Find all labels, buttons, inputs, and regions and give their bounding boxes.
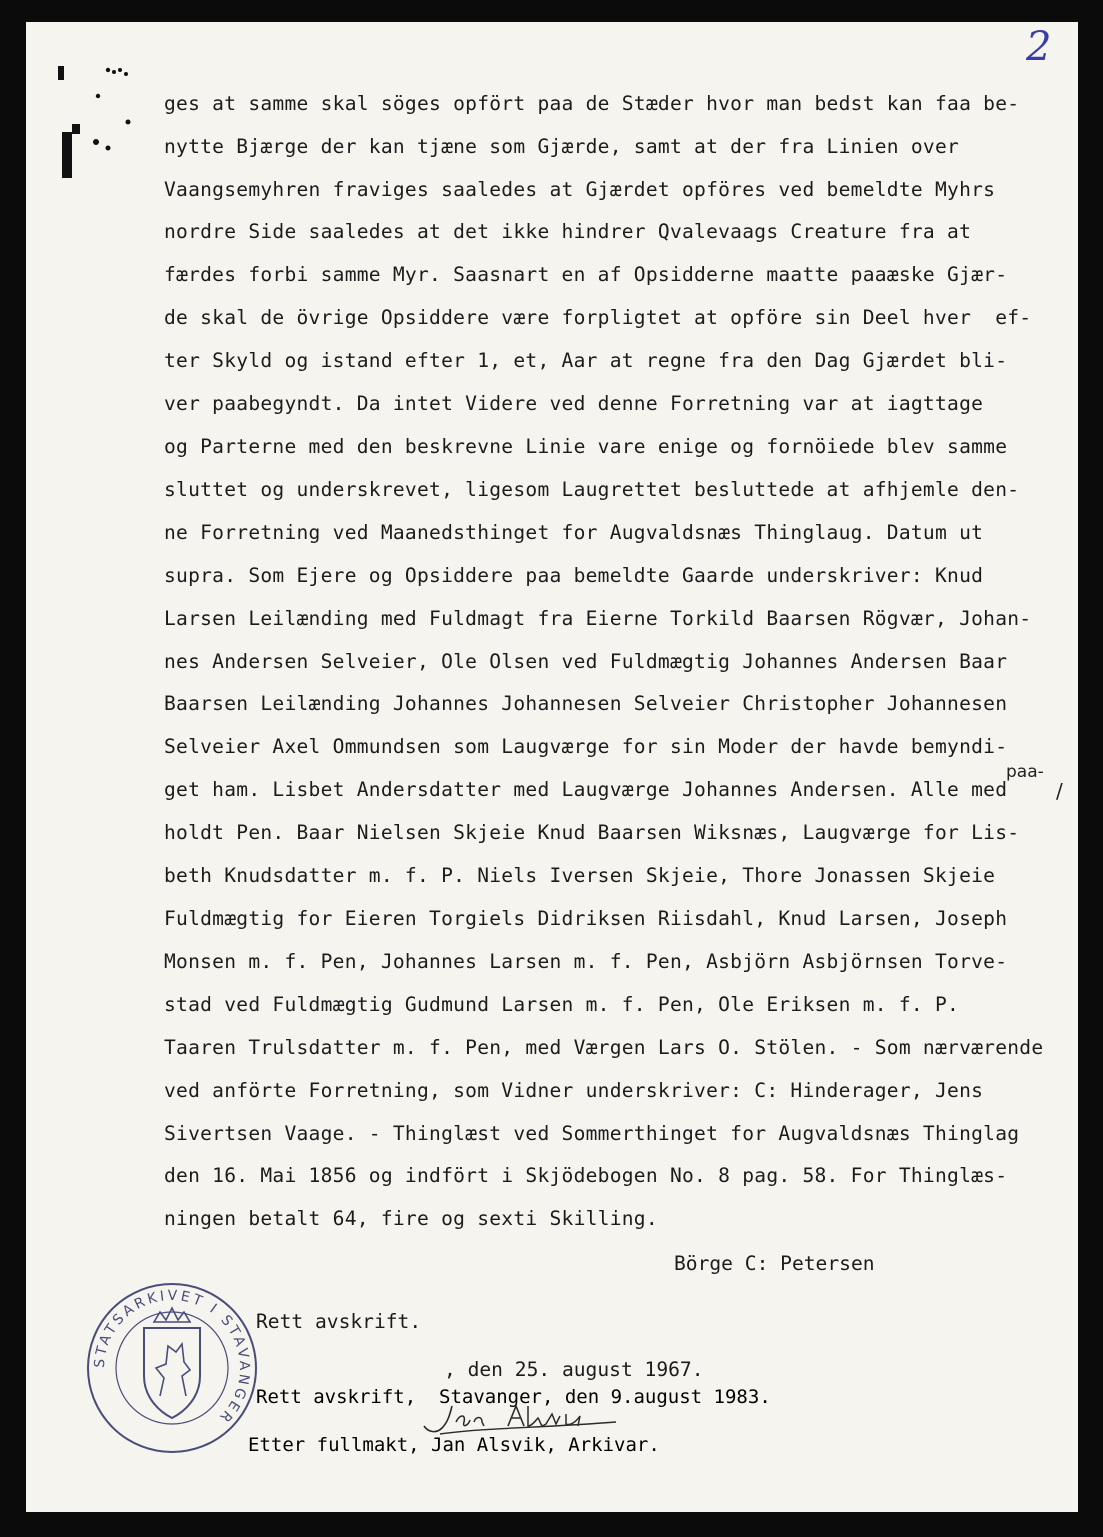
text-line: nordre Side saaledes at det ikke hindrer Qvalevaags Creature fra at bbox=[164, 220, 972, 243]
margin-slash: / bbox=[1056, 779, 1063, 803]
text-line: Selveier Axel Ommundsen som Laugværge for sin Moder der havde bemyndi- bbox=[164, 735, 1008, 758]
text-line: færdes forbi samme Myr. Saasnart en af Opsidderne maatte paaæske Gjær- bbox=[164, 263, 1008, 286]
text-line: ter Skyld og istand efter 1, et, Aar at regne fra den Dag Gjærdet bli- bbox=[164, 349, 1008, 372]
text-line: ges at samme skal söges opfört paa de Stæder hvor man bedst kan faa be- bbox=[164, 92, 1020, 115]
page-number: 2 bbox=[1026, 24, 1052, 70]
text-line: Baarsen Leilænding Johannes Johannesen Selveier Christopher Johannesen bbox=[164, 692, 1008, 715]
text-line: holdt Pen. Baar Nielsen Skjeie Knud Baarsen Wiksnæs, Laugværge for Lis- bbox=[164, 821, 1020, 844]
transcript-note: Rett avskrift. bbox=[256, 1310, 422, 1333]
authority-line: Etter fullmakt, Jan Alsvik, Arkivar. bbox=[248, 1434, 660, 1456]
text-line: beth Knudsdatter m. f. P. Niels Iversen Skjeie, Thore Jonassen Skjeie bbox=[164, 864, 996, 887]
text-line: stad ved Fuldmægtig Gudmund Larsen m. f. Pen, Ole Eriksen m. f. P. bbox=[164, 993, 960, 1016]
margin-note: paa- bbox=[1006, 762, 1044, 782]
punch-marks bbox=[50, 42, 170, 202]
text-line: supra. Som Ejere og Opsiddere paa bemeldte Gaarde underskriver: Knud bbox=[164, 564, 984, 587]
text-line: ningen betalt 64, fire og sexti Skilling. bbox=[164, 1207, 658, 1230]
handwritten-signature bbox=[420, 1400, 620, 1438]
text-line: og Parterne med den beskrevne Linie vare enige og fornöiede blev samme bbox=[164, 435, 1008, 458]
text-line: nytte Bjærge der kan tjæne som Gjærde, samt at der fra Linien over bbox=[164, 135, 960, 158]
signature-name: Börge C: Petersen bbox=[674, 1252, 875, 1275]
text-line: nes Andersen Selveier, Ole Olsen ved Fuldmægtig Johannes Andersen Baar bbox=[164, 650, 1008, 673]
text-line: Larsen Leilænding med Fuldmagt fra Eierne Torkild Baarsen Rögvær, Johan- bbox=[164, 607, 1032, 630]
text-line: ved anförte Forretning, som Vidner underskriver: C: Hinderager, Jens bbox=[164, 1079, 984, 1102]
seal-text: STATSARKIVET I STAVANGER bbox=[91, 1287, 253, 1428]
certification-line: Rett avskrift, Stavanger, den 9.august 1983. bbox=[256, 1386, 771, 1408]
text-line: Fuldmægtig for Eieren Torgiels Didriksen Riisdahl, Knud Larsen, Joseph bbox=[164, 907, 1008, 930]
text-line: sluttet og underskrevet, ligesom Laugrettet besluttede at afhjemle den- bbox=[164, 478, 1020, 501]
text-line: get ham. Lisbet Andersdatter med Laugværge Johannes Andersen. Alle med bbox=[164, 778, 1008, 801]
text-line: den 16. Mai 1856 og indfört i Skjödebogen No. 8 pag. 58. For Thinglæs- bbox=[164, 1164, 1008, 1187]
text-line: de skal de övrige Opsiddere være forpligtet at opföre sin Deel hver ef- bbox=[164, 306, 1032, 329]
archive-seal bbox=[84, 1280, 260, 1456]
text-line: Taaren Trulsdatter m. f. Pen, med Værgen Lars O. Stölen. - Som nærværende bbox=[164, 1036, 1044, 1059]
document-page bbox=[26, 22, 1078, 1512]
text-line: ver paabegyndt. Da intet Videre ved denne Forretning var at iagttage bbox=[164, 392, 984, 415]
text-line: ne Forretning ved Maanedsthinget for Augvaldsnæs Thinglaug. Datum ut bbox=[164, 521, 984, 544]
text-line: Sivertsen Vaage. - Thinglæst ved Sommerthinget for Augvaldsnæs Thinglag bbox=[164, 1122, 1020, 1145]
text-line: Monsen m. f. Pen, Johannes Larsen m. f. Pen, Asbjörn Asbjörnsen Torve- bbox=[164, 950, 1008, 973]
dated-line: , den 25. august 1967. bbox=[444, 1358, 704, 1381]
text-line: Vaangsemyhren fraviges saaledes at Gjærdet opföres ved bemeldte Myhrs bbox=[164, 178, 996, 201]
